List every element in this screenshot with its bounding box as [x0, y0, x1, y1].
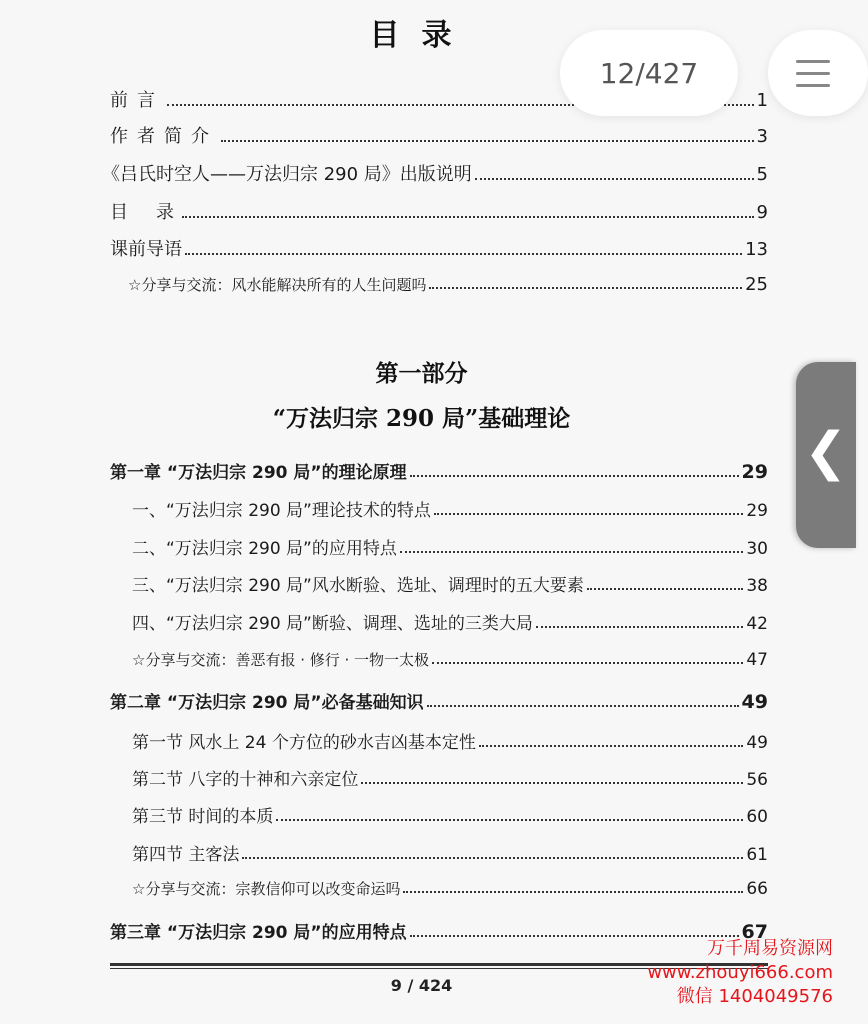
toc-entry-page: 66	[746, 879, 768, 899]
toc-entry-label: 第一节 风水上 24 个方位的砂水吉凶基本定性	[132, 733, 476, 753]
toc-entry[interactable]	[132, 802, 768, 827]
toc-entry-sharing[interactable]	[132, 649, 768, 670]
page-title: 目录	[369, 18, 474, 53]
toc-entry-sharing[interactable]	[132, 878, 768, 899]
leader-dots	[185, 252, 742, 255]
toc-entry[interactable]	[110, 198, 768, 224]
leader-dots	[400, 550, 743, 553]
toc-chapter-2[interactable]	[110, 688, 768, 713]
chevron-left-icon: ❮	[804, 422, 848, 482]
leader-dots	[221, 139, 754, 142]
leader-dots	[587, 587, 743, 590]
footer-page-number: 9 / 424	[390, 976, 453, 995]
toc-entry-page: 61	[746, 845, 768, 865]
toc-entry[interactable]	[132, 840, 768, 865]
toc-chapter-label: 第一章 “万法归宗 290 局”的理论原理	[110, 463, 407, 483]
leader-dots	[429, 286, 742, 289]
toc-entry-page: 38	[746, 576, 768, 596]
toc-entry-page: 60	[746, 807, 768, 827]
side-back-button[interactable]	[796, 362, 856, 548]
toc-chapter-page: 67	[741, 921, 768, 943]
toc-entry-label: ☆分享与交流：宗教信仰可以改变命运吗	[132, 880, 401, 898]
toc-entry-sharing[interactable]	[128, 274, 768, 295]
toc-entry-label: 《吕氏时空人——万法归宗 290 局》出版说明	[102, 164, 472, 185]
leader-dots	[536, 625, 743, 628]
toc-chapter-page: 29	[741, 461, 768, 483]
toc-chapter-1[interactable]	[110, 458, 768, 483]
toc-entry-label: 第四节 主客法	[132, 845, 240, 865]
toc-entry-page: 5	[756, 164, 768, 185]
leader-dots	[434, 512, 743, 515]
toc-entry-label: 目录	[110, 202, 202, 223]
toc-entry-page: 1	[756, 90, 768, 111]
toc-entry-label: 作者简介	[110, 126, 218, 147]
toc-entry-page: 56	[746, 770, 768, 790]
toc-entry-page: 30	[746, 539, 768, 559]
toc-entry-page: 49	[746, 733, 768, 753]
toc-entry-page: 25	[745, 274, 768, 295]
part-title: “万法归宗 290 局”基础理论	[272, 405, 571, 432]
toc-entry[interactable]	[132, 728, 768, 753]
part-heading: 第一部分	[375, 361, 468, 387]
toc-chapter-label: 第二章 “万法归宗 290 局”必备基础知识	[110, 693, 424, 713]
toc-entry-label: 第三节 时间的本质	[132, 807, 274, 827]
toc-chapter-label: 第三章 “万法归宗 290 局”的应用特点	[110, 923, 407, 943]
toc-entry[interactable]	[110, 235, 768, 261]
menu-button[interactable]	[768, 30, 868, 116]
toc-entry-label: 三、“万法归宗 290 局”风水断验、选址、调理时的五大要素	[132, 576, 584, 596]
watermark-line-2: www.zhouyi666.com	[647, 962, 833, 983]
toc-entry-page: 29	[746, 501, 768, 521]
toc-chapter-3[interactable]	[110, 918, 768, 943]
page-counter[interactable]	[560, 30, 738, 116]
toc-entry-label: 二、“万法归宗 290 局”的应用特点	[132, 539, 397, 559]
leader-dots	[432, 661, 743, 664]
toc-entry-label: 四、“万法归宗 290 局”断验、调理、选址的三类大局	[132, 614, 533, 634]
toc-entry[interactable]	[132, 496, 768, 521]
toc-entry-page: 3	[756, 126, 768, 147]
leader-dots	[182, 215, 754, 218]
toc-entry-label: 第二节 八字的十神和六亲定位	[132, 770, 359, 790]
toc-entry-page: 42	[746, 614, 768, 634]
toc-entry-label: ☆分享与交流：风水能解决所有的人生问题吗	[128, 276, 427, 294]
leader-dots	[475, 177, 754, 180]
leader-dots	[479, 744, 744, 747]
leader-dots	[403, 890, 743, 893]
toc-entry[interactable]	[132, 765, 768, 790]
leader-dots	[242, 856, 743, 859]
watermark-line-1: 万千周易资源网	[707, 938, 833, 959]
toc-entry[interactable]	[132, 609, 768, 634]
toc-entry[interactable]	[132, 571, 768, 596]
toc-entry-page: 9	[756, 202, 768, 223]
page-counter-text: 12/427	[599, 56, 699, 90]
leader-dots	[276, 818, 743, 821]
toc-entry-label: 前言	[110, 90, 164, 111]
leader-dots	[361, 781, 743, 784]
leader-dots	[410, 934, 739, 937]
leader-dots	[427, 704, 739, 707]
toc-entry-page: 13	[745, 239, 768, 260]
toc-chapter-page: 49	[741, 691, 768, 713]
toc-entry-label: 一、“万法归宗 290 局”理论技术的特点	[132, 501, 431, 521]
toc-entry[interactable]	[110, 122, 768, 148]
leader-dots	[410, 474, 739, 477]
toc-entry[interactable]	[132, 534, 768, 559]
toc-entry-page: 47	[746, 650, 768, 670]
toc-entry[interactable]	[102, 160, 768, 186]
toc-entry-label: 课前导语	[110, 239, 182, 260]
toc-entry-label: ☆分享与交流：善恶有报 · 修行 · 一物一太极	[132, 651, 430, 669]
watermark-line-3: 微信 1404049576	[676, 986, 833, 1007]
